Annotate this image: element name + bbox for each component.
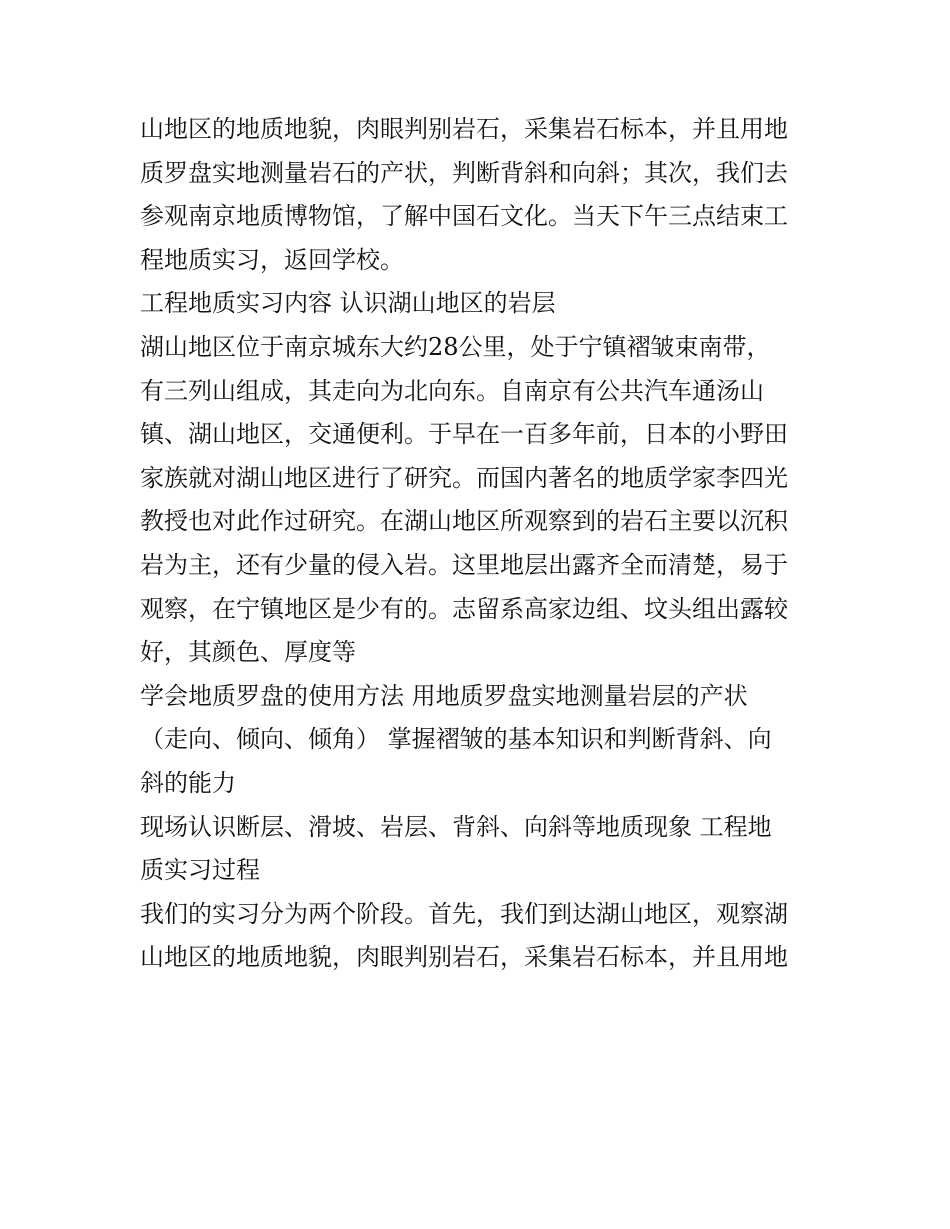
text-line: 镇、湖山地区，交通便利。于早在一百多年前，日本的小野田 [140, 420, 788, 449]
text-line: 参观南京地质博物馆，了解中国石文化。当天下午三点结束工 [140, 202, 788, 231]
text-line: 湖山地区位于南京城东大约28公里，处于宁镇褶皱束南带， [140, 332, 771, 361]
text-line: 岩为主，还有少量的侵入岩。这里地层出露齐全而清楚，易于 [140, 550, 788, 579]
text-line: 观察，在宁镇地区是少有的。志留系高家边组、坟头组出露较 [140, 594, 788, 623]
text-line: （走向、倾向、倾角） 掌握褶皱的基本知识和判断背斜、向 [140, 725, 772, 754]
text-line: 好，其颜色、厚度等 [140, 638, 356, 667]
text-line: 学会地质罗盘的使用方法 用地质罗盘实地测量岩层的产状 [140, 681, 748, 710]
document-body [140, 108, 820, 980]
text-line: 山地区的地质地貌，肉眼判别岩石，采集岩石标本，并且用地 [140, 943, 788, 972]
text-line: 教授也对此作过研究。在湖山地区所观察到的岩石主要以沉积 [140, 507, 788, 536]
text-line: 我们的实习分为两个阶段。首先，我们到达湖山地区，观察湖 [140, 899, 788, 928]
text-line: 有三列山组成，其走向为北向东。自南京有公共汽车通汤山 [140, 376, 764, 405]
section-heading: 工程地质实习内容 认识湖山地区的岩层 [140, 289, 556, 318]
text-line: 现场认识断层、滑坡、岩层、背斜、向斜等地质现象 工程地 [140, 812, 772, 841]
text-line: 质实习过程 [140, 856, 260, 885]
text-line: 程地质实习，返回学校。 [140, 245, 404, 274]
text-line: 家族就对湖山地区进行了研究。而国内著名的地质学家李四光 [140, 463, 788, 492]
text-line: 斜的能力 [140, 768, 236, 797]
text-line: 质罗盘实地测量岩石的产状，判断背斜和向斜；其次，我们去 [140, 158, 788, 187]
text-line: 山地区的地质地貌，肉眼判别岩石，采集岩石标本，并且用地 [140, 115, 788, 143]
